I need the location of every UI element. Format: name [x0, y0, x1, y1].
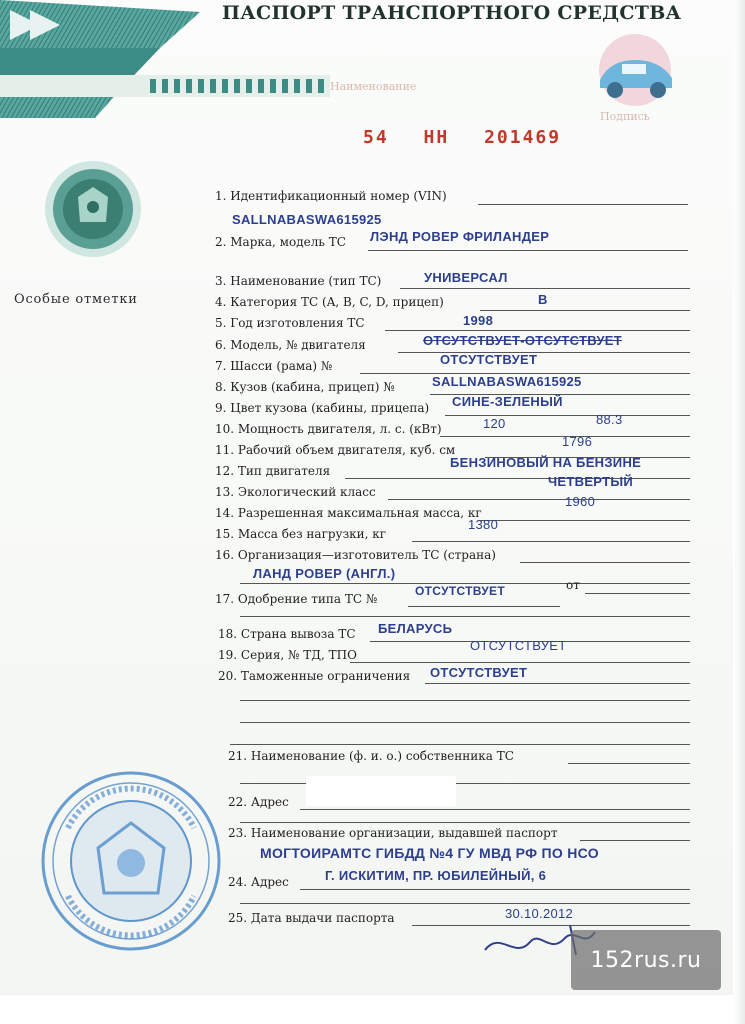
- official-stamp-icon: [38, 768, 224, 954]
- field-engine-type-value: БЕНЗИНОВЫЙ НА БЕНЗИНЕ: [450, 455, 642, 470]
- field-category-value: В: [538, 292, 548, 307]
- serial-number: [363, 127, 561, 148]
- field-max-mass-label: 14. Разрешенная максимальная масса, кг: [215, 506, 482, 520]
- field-year-value: 1998: [463, 313, 494, 328]
- field-manufacturer-value: ЛАНД РОВЕР (АНГЛ.): [253, 566, 396, 581]
- field-approval-from-label: от: [566, 578, 580, 592]
- serial-digits: 201469: [484, 127, 562, 148]
- field-make-value: ЛЭНД РОВЕР ФРИЛАНДЕР: [370, 229, 550, 244]
- field-color-value: СИНЕ-ЗЕЛЕНЫЙ: [452, 394, 563, 409]
- field-empty-mass-value: 1380: [468, 517, 499, 532]
- field-make-label: 2. Марка, модель ТС: [215, 235, 346, 249]
- field-issue-date-label: 25. Дата выдачи паспорта: [228, 911, 395, 925]
- field-issuer-address-value: Г. ИСКИТИМ, ПР. ЮБИЛЕЙНЫЙ, 6: [325, 868, 547, 883]
- field-customs-restrict-value: ОТСУТСТВУЕТ: [430, 665, 528, 680]
- field-power-kw: 88.3: [596, 412, 623, 427]
- field-empty-mass-label: 15. Масса без нагрузки, кг: [215, 527, 387, 541]
- field-type-value: УНИВЕРСАЛ: [424, 270, 508, 285]
- field-owner-address-label: 22. Адрес: [228, 795, 289, 809]
- field-engine-value: ОТСУТСТВУЕТ-ОТСУТСТВУЕТ: [423, 333, 623, 348]
- field-body-value: SALLNABASWA615925: [432, 374, 582, 389]
- field-vin-label: 1. Идентификационный номер (VIN): [215, 189, 447, 203]
- field-displacement-value: 1796: [562, 434, 593, 449]
- field-issuer-address-label: 24. Адрес: [228, 875, 289, 889]
- field-eco-class-label: 13. Экологический класс: [215, 485, 376, 499]
- field-issuer-label: 23. Наименование организации, выдавшей паспорт: [228, 826, 558, 840]
- watermark-badge: 152rus.ru: [571, 930, 721, 990]
- field-approval-label: 17. Одобрение типа ТС №: [215, 592, 378, 606]
- field-engine-label: 6. Модель, № двигателя: [215, 338, 366, 352]
- field-customs-restrict-label: 20. Таможенные ограничения: [218, 669, 411, 683]
- field-body-label: 8. Кузов (кабина, прицеп) №: [215, 380, 395, 394]
- field-customs-doc-label: 19. Серия, № ТД, ТПО: [218, 648, 357, 662]
- passport-page: ПАСПОРТ ТРАНСПОРТНОГО СРЕДСТВА Наименование Подпись 54 НН 201469 Особые отметки 1. Идентификационный номер (VIN) SALLNABASWA615925 2. Марка, модель ТС ЛЭНД РОВЕР ФРИЛАНДЕР 3. Наименование (тип ТС) УНИВЕРСАЛ 4. Категория ТС (A, B, C, D, прицеп) В 5. Год изготовления ТС 1998 6. Модель, № двигателя ОТСУТСТВУЕТ-ОТСУТСТВУЕТ 7. Шасси (рама) № ОТСУТСТВУЕТ 8. Кузов (кабина, прицеп) № SALLNABASWA615925 9. Цвет кузова (кабины, прицепа) СИНЕ-ЗЕЛЕНЫЙ 10. Мощность двигателя, л. с. (кВт) 120 88.3 11. Рабочий объем двигателя, куб. см 1796 12. Тип двигателя БЕНЗИНОВЫЙ НА БЕНЗИНЕ 13. Экологический класс ЧЕТВЕРТЫЙ 14. Разрешенная максимальная масса, кг 1960 15. Масса без нагрузки, кг 1380 16. Организация—изготовитель ТС (страна) ЛАНД РОВЕР (АНГЛ.) 17. Одобрение типа ТС № ОТСУТСТВУЕТ от 18. Страна вывоза ТС БЕЛАРУСЬ 19. Серия, № ТД, ТПО ОТСУТСТВУЕТ 20. Таможенные ограничения ОТСУТСТВУЕТ 21. Наименование (ф. и. о.) собственника ТС 22. Адрес 23. Наименование организации, выдавшей паспорт МОГТОИРАМТС ГИБДД №4 ГУ МВД РФ ПО НСО 24. Адрес Г. ИСКИТИМ, ПР. ЮБИЛЕЙНЫЙ, 6 25. Дата выдачи паспорта 30.10.2012 152rus.ru: [0, 0, 745, 1024]
- document-title: ПАСПОРТ ТРАНСПОРТНОГО СРЕДСТВА: [222, 2, 682, 24]
- decorative-banner: [0, 0, 215, 125]
- field-chassis-value: ОТСУТСТВУЕТ: [440, 352, 538, 367]
- field-customs-doc-value: ОТСУТСТВУЕТ: [470, 638, 567, 653]
- field-max-mass-value: 1960: [565, 494, 596, 509]
- field-export-country-value: БЕЛАРУСЬ: [378, 621, 453, 636]
- field-chassis-label: 7. Шасси (рама) №: [215, 359, 333, 373]
- field-eco-class-value: ЧЕТВЕРТЫЙ: [548, 474, 634, 489]
- serial-letters: НН: [423, 127, 450, 148]
- field-displacement-label: 11. Рабочий объем двигателя, куб. см: [215, 443, 456, 457]
- field-owner-label: 21. Наименование (ф. и. о.) собственника ТС: [228, 749, 514, 763]
- field-type-label: 3. Наименование (тип ТС): [215, 274, 382, 288]
- redacted-owner-address: [306, 776, 456, 806]
- field-category-label: 4. Категория ТС (A, B, C, D, прицеп): [215, 295, 444, 309]
- field-power-hp: 120: [483, 416, 506, 431]
- field-export-country-label: 18. Страна вывоза ТС: [218, 627, 356, 641]
- field-vin-value: SALLNABASWA615925: [232, 212, 382, 227]
- field-engine-type-label: 12. Тип двигателя: [215, 464, 331, 478]
- field-approval-value: ОТСУТСТВУЕТ: [415, 584, 505, 598]
- serial-region: 54: [363, 127, 389, 148]
- field-color-label: 9. Цвет кузова (кабины, прицепа): [215, 401, 430, 415]
- special-notes-label: Особые отметки: [14, 292, 138, 307]
- car-emblem-icon: [580, 30, 690, 110]
- field-year-label: 5. Год изготовления ТС: [215, 316, 365, 330]
- field-power-label: 10. Мощность двигателя, л. с. (кВт): [215, 422, 442, 436]
- state-emblem-icon: [38, 152, 148, 267]
- field-manufacturer-label: 16. Организация—изготовитель ТС (страна): [215, 548, 496, 562]
- field-issue-date-value: 30.10.2012: [505, 906, 574, 921]
- field-issuer-value: МОГТОИРАМТС ГИБДД №4 ГУ МВД РФ ПО НСО: [260, 845, 599, 861]
- ornament-border: [0, 75, 330, 97]
